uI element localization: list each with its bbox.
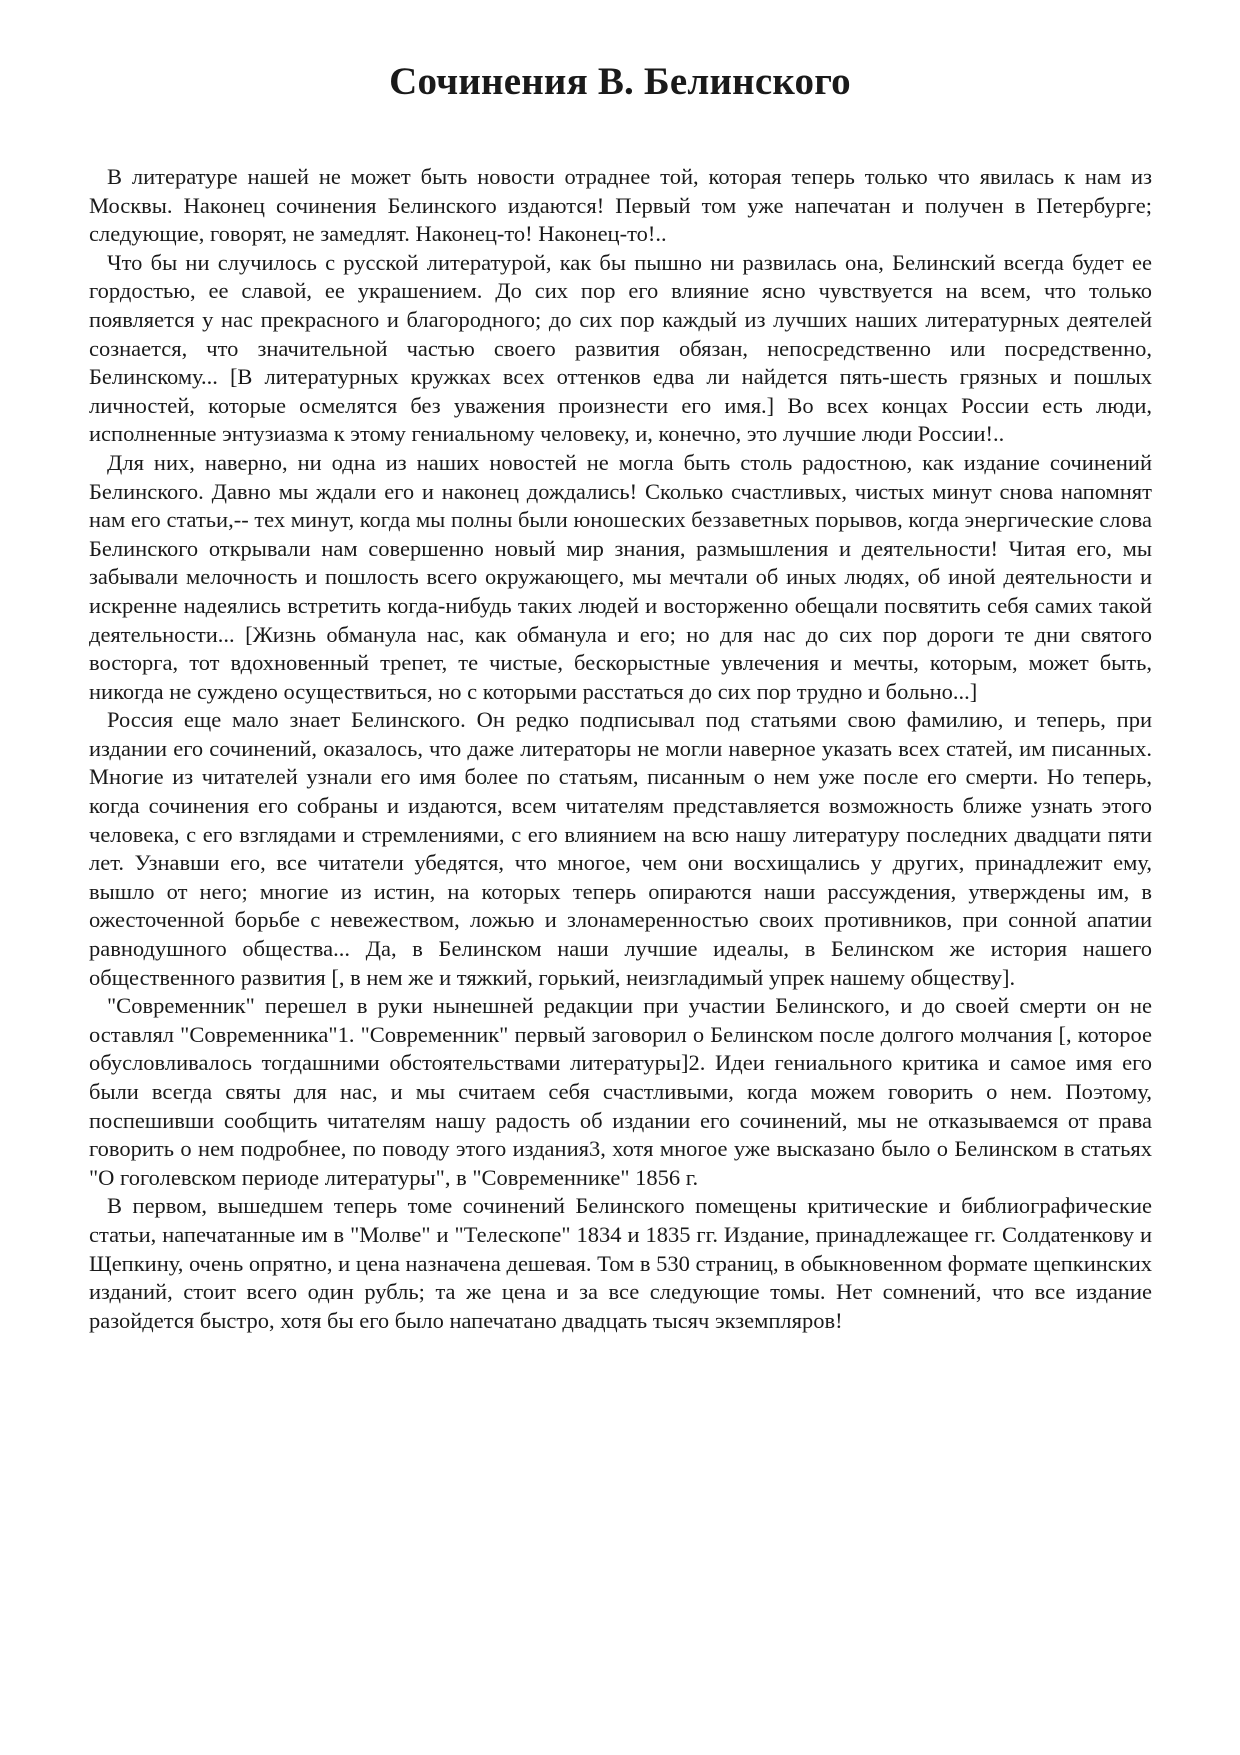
- paragraph-5: "Современник" перешел в руки нынешней редакции при участии Белинского, и до своей смерти он не оставлял "Современника"1. "Современник" первый заговорил о Белинском после долгого молчания [, которое обусловливалось тогдашними обстоятельствами литературы]2. Идеи гениального критика и самое имя его были всегда святы для нас, и мы считаем себя счастливыми, когда можем говорить о нем. Поэтому, поспешивши сообщить читателям нашу радость об издании его сочинений, мы не отказываемся от права говорить о нем подробнее, по поводу этого издания3, хотя многое уже высказано было о Белинском в статьях "О гоголевском периоде литературы", в "Современнике" 1856 г.: [89, 993, 1152, 1190]
- paragraph-2: Что бы ни случилось с русской литературой, как бы пышно ни развилась она, Белинский всегда будет ее гордостью, ее славой, ее украшением. До сих пор его влияние ясно чувствуется на всем, что только появляется у нас прекрасного и благородного; до сих пор каждый из лучших наших литературных деятелей сознается, что значительной частью своего развития обязан, непосредственно или посредственно, Белинскому... [В литературных кружках всех оттенков едва ли найдется пять-шесть грязных и пошлых личностей, которые осмелятся без уважения произнести его имя.] Во всех концах России есть люди, исполненные энтузиазма к этому гениальному человеку, и, конечно, это лучшие люди России!..: [89, 249, 1152, 447]
- paragraph-3: Для них, наверно, ни одна из наших новостей не могла быть столь радостною, как издание сочинений Белинского. Давно мы ждали его и наконец дождались! Сколько счастливых, чистых минут снова напомнят нам его статьи,-- тех минут, когда мы полны были юношеских беззаветных порывов, когда энергические слова Белинского открывали нам совершенно новый мир знания, размышления и деятельности! Читая его, мы забывали мелочность и пошлость всего окружающего, мы мечтали об иных людях, об иной деятельности и искренне надеялись встретить когда-нибудь таких людей и восторженно обещали посвятить себя самих такой деятельности... [Жизнь обманула нас, как обманула и его; но для нас до сих пор дороги те дни святого восторга, тот вдохновенный трепет, те чистые, бескорыстные увлечения и мечты, которым, может быть, никогда не суждено осуществиться, но с которыми расстаться до сих пор трудно и больно...]: [89, 449, 1152, 704]
- paragraph-4: Россия еще мало знает Белинского. Он редко подписывал под статьями свою фамилию, и теперь, при издании его сочинений, оказалось, что даже литераторы не могли наверное указать всех статей, им писанных. Многие из читателей узнали его имя более по статьям, писанным о нем уже после его смерти. Но теперь, когда сочинения его собраны и издаются, всем читателям представляется возможность ближе узнать этого человека, с его взглядами и стремлениями, с его влиянием на всю нашу литературу последних двадцати пяти лет. Узнавши его, все читатели убедятся, что многое, чем они восхищались у других, принадлежит ему, вышло от него; многие из истин, на которых теперь опираются наши рассуждения, утверждены им, в ожесточенной борьбе с невежеством, ложью и злонамеренностью своих противников, при сонной апатии равнодушного общества... Да, в Белинском наши лучшие идеалы, в Белинском же история нашего общественного развития [, в нем же и тяжкий, горький, неизгладимый упрек нашему обществу].: [89, 707, 1152, 990]
- article-body: [89, 163, 1152, 1335]
- paragraph-6: В первом, вышедшем теперь томе сочинений Белинского помещены критические и библиографические статьи, напечатанные им в "Молве" и "Телескопе" 1834 и 1835 гг. Издание, принадлежащее гг. Солдатенкову и Щепкину, очень опрятно, и цена назначена дешевая. Том в 530 страниц, в обыкновенном формате щепкинских изданий, стоит всего один рубль; та же цена и за все следующие томы. Нет сомнений, что все издание разойдется быстро, хотя бы его было напечатано двадцать тысяч экземпляров!: [89, 1193, 1152, 1333]
- paragraph-1: В литературе нашей не может быть новости отраднее той, которая теперь только что явилась к нам из Москвы. Наконец сочинения Белинского издаются! Первый том уже напечатан и получен в Петербурге; следующие, говорят, не замедлят. Наконец-то! Наконец-то!..: [89, 164, 1152, 247]
- page-title: Сочинения В. Белинского: [389, 60, 851, 103]
